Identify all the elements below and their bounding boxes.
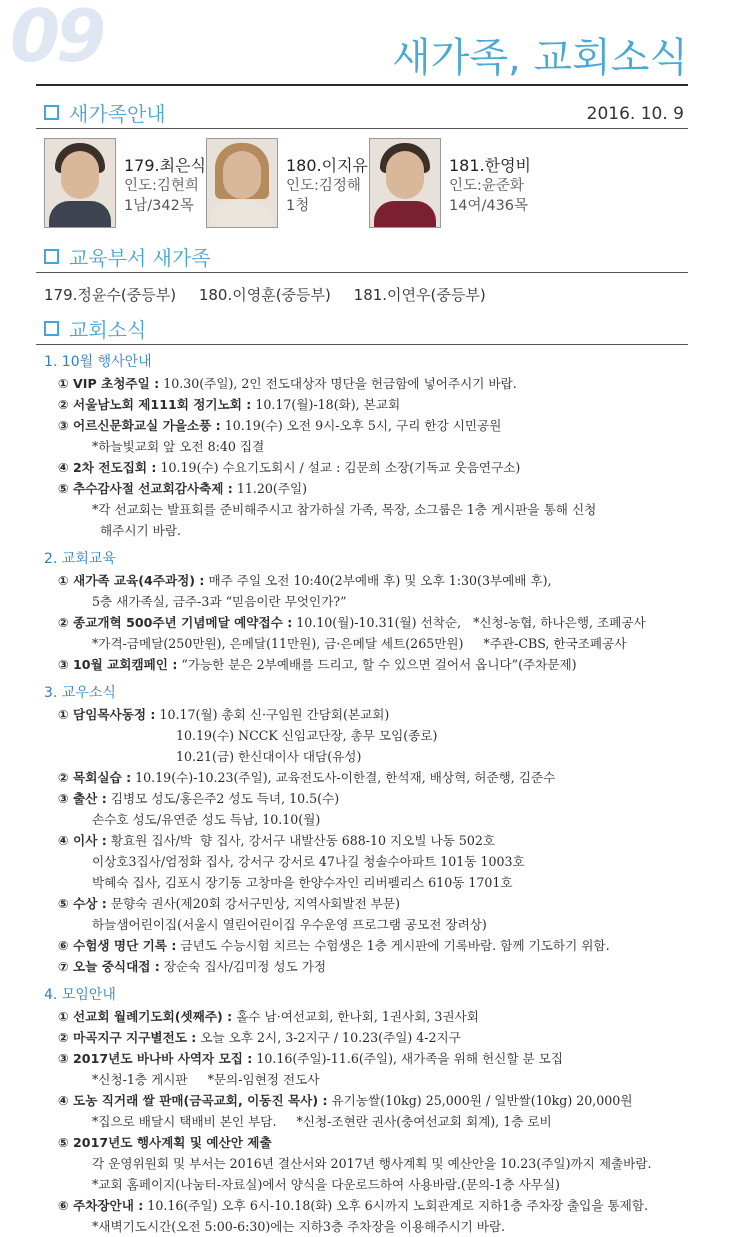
- news-line: [44, 436, 694, 457]
- news-line-label: ⑥ 주차장안내 :: [58, 1198, 144, 1213]
- member-guide: 인도:김정해: [286, 178, 361, 194]
- news-line-text: 금년도 수능시험 치르는 수험생은 1층 게시판에 기록바람. 함께 기도하기 위함.: [176, 938, 610, 953]
- news-line-label: ③ 출산 :: [58, 791, 107, 806]
- news-line-text: 10.16(주일)-11.6(주일), 새가족을 위해 헌신할 분 모집: [252, 1051, 564, 1066]
- news-line-text: *각 선교회는 발표회를 준비해주시고 참가하실 가족, 목장, 소그룹은 1층 게시판을 통해 신청: [92, 502, 597, 517]
- member-name: 179.최은식: [124, 156, 206, 175]
- news-line-text: 10.17(월) 총회 신·구임원 간담회(본교회): [155, 707, 390, 722]
- section-gap: [44, 977, 694, 985]
- news-line-label: ⑤ 수상 :: [58, 896, 107, 911]
- news-line: [44, 1132, 694, 1153]
- page-number: 09: [10, 0, 103, 78]
- news-line: [44, 956, 694, 977]
- member-photo: [44, 138, 116, 228]
- new-family-heading-label: 새가족안내: [69, 102, 166, 126]
- news-line-label: ④ 도농 직거래 쌀 판매(금곡교회, 이동진 목사) :: [58, 1093, 328, 1108]
- news-line: [44, 935, 694, 956]
- news-line-text: 김병모 성도/홍은주2 성도 득녀, 10.5(수): [106, 791, 340, 806]
- new-family-heading: [44, 98, 166, 127]
- education-list: [44, 284, 504, 305]
- news-line-text: 박혜숙 집사, 김포시 장기동 고창마을 한양수자인 리버펠리스 610동 1701호: [92, 875, 513, 890]
- news-line-text: *신청-1층 게시판 *문의-임현정 전도사: [92, 1072, 320, 1087]
- news-line: [44, 704, 694, 725]
- member-name: 180.이지유: [286, 156, 368, 175]
- news-line-label: ① VIP 초청주일 :: [58, 376, 160, 391]
- section-divider: [36, 344, 688, 345]
- news-line: [44, 914, 694, 935]
- news-line-text: *새벽기도시간(오전 5:00-6:30)에는 지하3층 주차장을 이용해주시기 바람.: [92, 1219, 506, 1234]
- news-line-text: 10.17(월)-18(화), 본교회: [251, 397, 401, 412]
- news-line-label: ② 종교개혁 500주년 기념메달 예약접수 :: [58, 615, 293, 630]
- news-section-title: 4. 모임안내: [44, 987, 116, 1003]
- news-line: [44, 1069, 694, 1090]
- news-line-label: ① 새가족 교육(4주과정) :: [58, 573, 205, 588]
- news-line-text: 10.19(수) 오전 9시-오후 5시, 구리 한강 시민공원: [220, 418, 502, 433]
- news-line-label: ③ 어르신문화교실 가을소풍 :: [58, 418, 221, 433]
- education-heading-label: 교육부서 새가족: [69, 246, 211, 270]
- news-line: [44, 478, 694, 499]
- news-line-text: 해주시기 바람.: [92, 523, 182, 538]
- news-line-text: 10.21(금) 한신대이사 대담(유성): [176, 749, 362, 764]
- square-bullet-icon: [44, 321, 59, 336]
- news-line: [44, 851, 694, 872]
- news-line: [44, 612, 694, 633]
- news-line-text: 손수호 성도/유연준 성도 득남, 10.10(월): [92, 812, 321, 827]
- news-line-text: 5층 새가족실, 금주-3과 “믿음이란 무엇인가?”: [92, 594, 347, 609]
- member-group: 1남/342목: [124, 198, 194, 214]
- new-member-card: [369, 138, 531, 228]
- news-line-text: 10.19(수) NCCK 신임교단장, 총무 모임(종로): [176, 728, 438, 743]
- news-line: [44, 570, 694, 591]
- news-line-text: 매주 주일 오전 10:40(2부예배 후) 및 오후 1:30(3부예배 후),: [204, 573, 552, 588]
- news-line-label: ④ 이사 :: [58, 833, 107, 848]
- news-line-text: 오늘 오후 2시, 3-2지구 / 10.23(주일) 4-2지구: [196, 1030, 461, 1045]
- news-line: [44, 1111, 694, 1132]
- news-line: [44, 1048, 694, 1069]
- news-line-text: 이상호3집사/엄정화 집사, 강서구 강서로 47나길 청솔수아파트 101동 1003호: [92, 854, 525, 869]
- news-line: [44, 788, 694, 809]
- news-line-label: ② 마곡지구 지구별전도 :: [58, 1030, 197, 1045]
- news-line-label: ① 담임목사동정 :: [58, 707, 156, 722]
- news-line-text: 10.19(수)-10.23(주일), 교육전도사-이한결, 한석재, 배상혁, 허준행, 김준수: [131, 770, 556, 785]
- new-member-card: [44, 138, 206, 228]
- news-line-label: ② 목회실습 :: [58, 770, 132, 785]
- news-heading-label: 교회소식: [69, 318, 147, 342]
- news-line-text: 하늘샘어린이집(서울시 열린어린이집 우수운영 프로그램 공모전 장려상): [92, 917, 487, 932]
- news-line-text: 장순숙 집사/김미정 성도 가정: [159, 959, 327, 974]
- news-section-title: 3. 교우소식: [44, 685, 116, 701]
- section-divider: [36, 128, 688, 129]
- title-divider: [36, 84, 688, 86]
- news-line-text: *집으로 배달시 택배비 본인 부담. *신청-조현란 권사(충여선교회 회계), 1층 로비: [92, 1114, 552, 1129]
- news-line-label: ⑤ 추수감사절 선교회감사축제 :: [58, 481, 233, 496]
- news-line-label: ④ 2차 전도집회 :: [58, 460, 157, 475]
- square-bullet-icon: [44, 105, 59, 120]
- news-line: [44, 499, 694, 520]
- education-item: 180.이영훈(중등부): [198, 286, 331, 304]
- news-section-title: 1. 10월 행사안내: [44, 354, 152, 370]
- news-line: [44, 1090, 694, 1111]
- news-line: [44, 1195, 694, 1216]
- news-line-text: 10.19(수) 수요기도회시 / 설교 : 김문희 소장(기독교 웃음연구소): [156, 460, 521, 475]
- member-group: 1청: [286, 198, 310, 214]
- news-line-text: 각 운영위원회 및 부서는 2016년 결산서와 2017년 행사계획 및 예산안을 10.23(주일)까지 제출바람.: [92, 1156, 652, 1171]
- news-line: [44, 893, 694, 914]
- news-line-text: *가격-금메달(250만원), 은메달(11만원), 금·은메달 세트(265만원) *주관-CBS, 한국조폐공사: [92, 636, 627, 651]
- section-gap: [44, 541, 694, 549]
- news-line: [44, 725, 694, 746]
- news-line-text: 10.10(월)-10.31(월) 선착순, *신청-농협, 하나은행, 조폐공사: [292, 615, 646, 630]
- news-heading: [44, 314, 146, 343]
- news-line-text: 10.30(주일), 2인 전도대상자 명단을 헌금함에 넣어주시기 바랍.: [159, 376, 517, 391]
- news-line-label: ⑦ 오늘 중식대접 :: [58, 959, 160, 974]
- member-guide: 인도:윤준화: [449, 178, 524, 194]
- news-line-text: 유기농쌀(10kg) 25,000원 / 일반쌀(10kg) 20,000원: [327, 1093, 633, 1108]
- section-gap: [44, 675, 694, 683]
- news-line: [44, 520, 694, 541]
- news-line-text: 10.16(주일) 오후 6시-10.18(화) 오후 6시까지 노회관계로 지하1층 주차장 출입을 통제함.: [143, 1198, 649, 1213]
- news-line: [44, 872, 694, 893]
- news-line-text: 황효원 집사/박 향 집사, 강서구 내발산동 688-10 지오빌 나동 502호: [106, 833, 496, 848]
- news-line-text: “가능한 분은 2부예배를 드리고, 할 수 있으면 걸어서 옵니다”(주차문제): [177, 657, 577, 672]
- member-guide: 인도:김현희: [124, 178, 199, 194]
- news-line-text: 문향숙 권사(제20회 강서구민상, 지역사회발전 부문): [106, 896, 400, 911]
- news-line: [44, 1174, 694, 1195]
- news-line: [44, 654, 694, 675]
- news-line-text: *하늘빛교회 앞 오전 8:40 집결: [92, 439, 265, 454]
- news-line: [44, 830, 694, 851]
- news-line-label: ③ 10월 교회캠페인 :: [58, 657, 178, 672]
- news-line: [44, 373, 694, 394]
- news-line-label: ⑥ 수험생 명단 기록 :: [58, 938, 177, 953]
- member-name: 181.한영비: [449, 156, 531, 175]
- news-line: [44, 415, 694, 436]
- news-line: [44, 746, 694, 767]
- education-heading: [44, 242, 211, 271]
- news-line-text: 홀수 남·여선교회, 한나회, 1권사회, 3권사회: [232, 1009, 479, 1024]
- news-line: [44, 1027, 694, 1048]
- news-line: [44, 767, 694, 788]
- news-line-label: ① 선교회 월례기도회(셋째주) :: [58, 1009, 233, 1024]
- news-line: [44, 1153, 694, 1174]
- page-title: 새가족, 교회소식: [392, 35, 688, 81]
- news-line-text: 11.20(주일): [232, 481, 308, 496]
- news-line: [44, 457, 694, 478]
- news-line: [44, 633, 694, 654]
- news-line: [44, 394, 694, 415]
- education-item: 181.이연우(중등부): [353, 286, 486, 304]
- news-line-label: ⑤ 2017년도 행사계획 및 예산안 제출: [58, 1135, 272, 1150]
- new-member-card: [206, 138, 368, 228]
- news-body: [44, 352, 694, 1237]
- news-line-label: ③ 2017년도 바나바 사역자 모집 :: [58, 1051, 253, 1066]
- news-line: [44, 1006, 694, 1027]
- member-photo: [206, 138, 278, 228]
- bulletin-date: 2016. 10. 9: [586, 104, 684, 124]
- news-line-text: *교회 홈페이지(나눔터-자료실)에서 양식을 다운로드하여 사용바람.(문의-1층 사무실): [92, 1177, 560, 1192]
- section-divider: [36, 272, 688, 273]
- member-group: 14여/436목: [449, 198, 529, 214]
- news-line: [44, 1216, 694, 1237]
- education-item: 179.정윤수(중등부): [44, 286, 177, 304]
- square-bullet-icon: [44, 249, 59, 264]
- news-line-label: ② 서울남노회 제111회 정기노회 :: [58, 397, 252, 412]
- news-section-title: 2. 교회교육: [44, 551, 116, 567]
- news-line: [44, 809, 694, 830]
- member-photo: [369, 138, 441, 228]
- news-line: [44, 591, 694, 612]
